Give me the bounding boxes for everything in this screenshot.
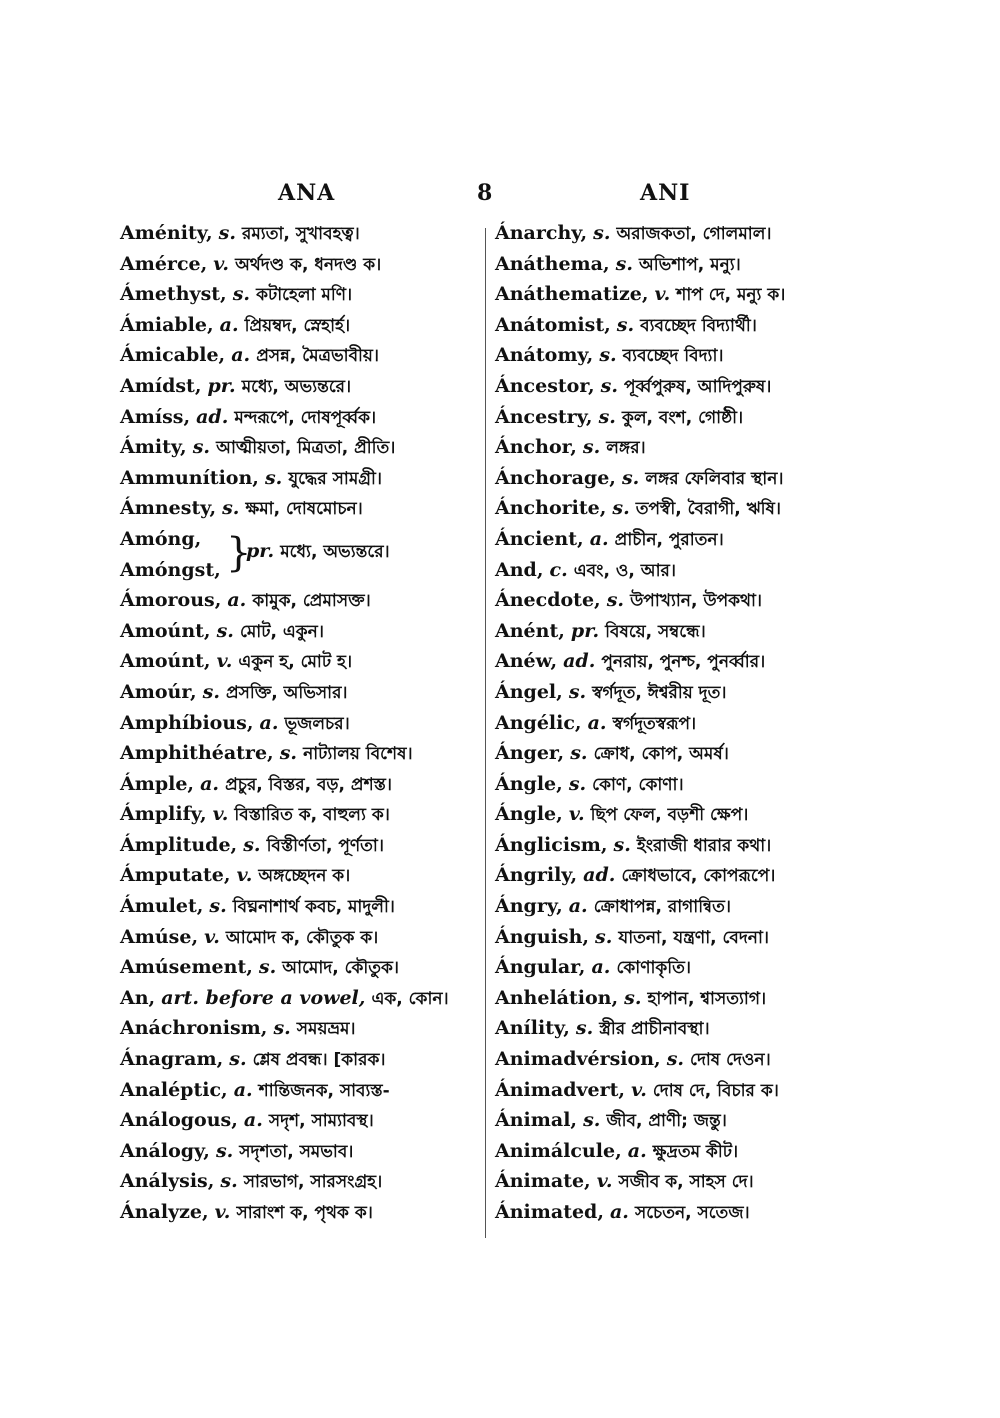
dictionary-entry <box>495 616 855 647</box>
part-of-speech: s. <box>570 742 588 765</box>
part-of-speech: s. <box>216 619 234 642</box>
headword: Ámplitude, <box>120 833 238 856</box>
dictionary-entry <box>120 1044 475 1075</box>
dictionary-entry <box>495 249 855 280</box>
bengali-gloss: সজীব ক, সাহস দে। <box>618 1172 754 1193</box>
headword: Anéw, <box>495 650 558 673</box>
headword: Ánimated, <box>495 1201 604 1223</box>
brace-definition <box>246 539 390 567</box>
part-of-speech: s. <box>220 1170 238 1193</box>
dictionary-entry <box>120 1105 475 1136</box>
headword: Ánchorite, <box>495 497 607 520</box>
dictionary-entry <box>495 1075 855 1106</box>
part-of-speech: art. before a vowel, <box>161 986 366 1009</box>
part-of-speech: s. <box>615 252 633 275</box>
bengali-gloss: আত্মীয়তা, মিত্রতা, প্রীতি। <box>216 438 396 459</box>
dictionary-entry <box>495 1197 855 1228</box>
part-of-speech: v. <box>204 925 220 948</box>
headword: Amoúnt, <box>120 650 211 673</box>
bengali-gloss: স্ত্রীর প্রাচীনাবস্থা। <box>599 1019 710 1040</box>
bengali-gloss: রম্যতা, সুখাবহত্ব। <box>242 224 360 244</box>
bengali-gloss: হাপান, শ্বাসত্যাগ। <box>647 988 767 1009</box>
headword: Ammunítion, <box>120 466 259 489</box>
dictionary-entry <box>495 677 855 708</box>
dictionary-entry <box>120 891 475 922</box>
bengali-gloss: প্রসক্তি, অভিসার। <box>225 682 348 703</box>
dictionary-entry <box>120 402 475 433</box>
dictionary-entry <box>120 860 475 891</box>
dictionary-entry <box>120 493 475 524</box>
headword: Amóngst, <box>120 558 221 581</box>
headword: Animadvérsion, <box>495 1048 661 1071</box>
part-of-speech: s. <box>229 1048 247 1071</box>
dictionary-entry <box>120 1136 475 1167</box>
part-of-speech: s. <box>599 344 617 367</box>
headword: Anént, <box>495 619 565 642</box>
headword: Ámorous, <box>120 589 222 612</box>
headword: Amoúnt, <box>120 619 211 642</box>
headword: Ámiable, <box>120 313 214 336</box>
part-of-speech: v. <box>214 1201 231 1223</box>
dictionary-entry <box>495 585 855 616</box>
headword: Anátomy, <box>495 344 594 367</box>
headword: And, <box>495 558 544 581</box>
part-of-speech: s. <box>593 222 611 244</box>
dictionary-entry <box>120 1166 475 1197</box>
dictionary-entry <box>120 677 475 708</box>
bengali-gloss: মধ্যে, অভ্যন্তরে। <box>241 376 352 397</box>
bengali-gloss: আমোদ ক, কৌতুক ক। <box>225 927 379 948</box>
dictionary-entry <box>120 830 475 861</box>
dictionary-entry <box>495 1136 855 1167</box>
headword: Amphíbious, <box>120 711 254 734</box>
bengali-gloss: বিষয়ে, সম্বন্ধে। <box>605 621 706 642</box>
dictionary-entry <box>495 1013 855 1044</box>
headword: Animálcule, <box>495 1139 622 1162</box>
headword: Ámputate, <box>120 864 231 887</box>
part-of-speech: s. <box>575 1017 594 1040</box>
bengali-gloss: তপস্বী, বৈরাগী, ঋষি। <box>635 499 781 520</box>
part-of-speech: s. <box>222 497 240 520</box>
bengali-gloss: সারাংশ ক, পৃথক ক। <box>236 1203 373 1223</box>
headword: Ámulet, <box>120 895 204 918</box>
left-guide-word: ANA <box>278 180 336 206</box>
part-of-speech: s. <box>583 1109 601 1132</box>
dictionary-entry <box>495 983 855 1014</box>
dictionary-entry <box>495 860 855 891</box>
part-of-speech: v. <box>212 803 229 826</box>
part-of-speech: a. <box>568 895 588 918</box>
dictionary-entry <box>495 402 855 433</box>
bengali-gloss: লঙ্গর ফেলিবার স্থান। <box>645 468 784 489</box>
bengali-gloss: সচেতন, সতেজ। <box>634 1203 750 1223</box>
bengali-gloss: শান্তিজনক, সাব্যস্ত- <box>258 1080 390 1101</box>
headword: Ámnesty, <box>120 497 217 520</box>
part-of-speech: ad. <box>583 864 616 887</box>
headword: Ánglicism, <box>495 833 608 856</box>
headword: Ánarchy, <box>495 222 588 244</box>
headword: Anáthematize, <box>495 283 649 306</box>
part-of-speech: s. <box>598 405 616 428</box>
headword: Ánger, <box>495 742 565 765</box>
headword: Anáthema, <box>495 252 610 275</box>
part-of-speech: s. <box>215 1139 234 1162</box>
part-of-speech: pr. <box>207 374 236 397</box>
part-of-speech: s. <box>606 589 625 612</box>
part-of-speech: s. <box>568 772 587 795</box>
dictionary-entry <box>120 1075 475 1106</box>
bengali-gloss: নাট্যালয় বিশেষ। <box>303 744 413 765</box>
headword: Anhelátion, <box>495 986 619 1009</box>
page-header <box>0 180 1000 220</box>
part-of-speech: ad. <box>563 650 596 673</box>
part-of-speech: s. <box>279 742 298 765</box>
bengali-gloss: মধ্যে, অভ্যন্তরে। <box>280 541 390 562</box>
bengali-gloss: মন্দরূপে, দোষপূর্ব্বক। <box>234 407 377 428</box>
part-of-speech: s. <box>258 956 277 979</box>
bengali-gloss: দোষ দেওন। <box>690 1050 771 1071</box>
brace-symbol: } <box>226 529 252 576</box>
headword: Analéptic, <box>120 1078 228 1101</box>
headword: Ánagram, <box>120 1048 224 1071</box>
dictionary-entry <box>495 922 855 953</box>
bengali-gloss: একুন হ, মোট হ। <box>238 652 353 673</box>
headword: Amúse, <box>120 925 199 948</box>
headword: Ámethyst, <box>120 283 227 306</box>
right-guide-word: ANI <box>640 180 691 206</box>
part-of-speech: a. <box>587 711 607 734</box>
dictionary-entry <box>120 983 475 1014</box>
dictionary-entry <box>495 1105 855 1136</box>
part-of-speech: a. <box>627 1139 647 1162</box>
headword: Ánimate, <box>495 1170 591 1193</box>
dictionary-entry <box>495 708 855 739</box>
part-of-speech: s. <box>209 895 227 918</box>
dictionary-entry <box>495 310 855 341</box>
bengali-gloss: ভূজলচর। <box>284 713 350 734</box>
dictionary-entry-brace <box>120 524 475 585</box>
part-of-speech: s. <box>582 436 601 459</box>
page-number: 8 <box>477 180 494 206</box>
part-of-speech: a. <box>231 344 251 367</box>
bengali-gloss: বিঘ্ননাশার্থ কবচ, মাদুলী। <box>232 897 395 918</box>
dictionary-entry <box>495 891 855 922</box>
headword: Ángle, <box>495 772 563 795</box>
dictionary-entry <box>120 952 475 983</box>
headword: Ánchor, <box>495 436 577 459</box>
part-of-speech: ad. <box>196 405 229 428</box>
headword: Amoúr, <box>120 680 197 703</box>
part-of-speech: a. <box>227 589 247 612</box>
bengali-gloss: স্বর্গদূত, ঈশ্বরীয় দূত। <box>592 682 727 703</box>
bengali-gloss: স্বর্গদূতস্বরূপ। <box>612 713 697 734</box>
part-of-speech: a. <box>200 772 220 795</box>
bengali-gloss: ব্যবচ্ছেদ বিদ্যার্থী। <box>640 315 757 336</box>
bengali-gloss: মোট, একুন। <box>239 621 324 642</box>
right-column <box>495 218 855 1228</box>
part-of-speech: a. <box>589 527 609 550</box>
headword: Ángrily, <box>495 864 578 887</box>
dictionary-entry <box>120 585 475 616</box>
part-of-speech: s. <box>218 222 236 244</box>
part-of-speech: s. <box>273 1017 291 1040</box>
bengali-gloss: সারভাগ, সারসংগ্রহ। <box>243 1172 383 1193</box>
dictionary-entry <box>495 555 855 586</box>
headword: Anáchronism, <box>120 1017 268 1040</box>
bengali-gloss: লঙ্গর। <box>606 438 646 459</box>
dictionary-entry <box>120 616 475 647</box>
bengali-gloss: শাপ দে, মন্যু ক। <box>676 285 786 306</box>
part-of-speech: s. <box>624 986 642 1009</box>
headword: Ámple, <box>120 772 195 795</box>
dictionary-entry <box>120 371 475 402</box>
part-of-speech: s. <box>666 1048 684 1071</box>
part-of-speech: s. <box>264 466 283 489</box>
bengali-gloss: ক্রোধ, কোপ, অমর্ষ। <box>593 744 729 765</box>
dictionary-entry <box>120 922 475 953</box>
dictionary-entry <box>495 738 855 769</box>
part-of-speech: pr. <box>570 619 600 642</box>
bengali-gloss: পূর্ব্বপুরুষ, আদিপুরুষ। <box>624 376 772 397</box>
part-of-speech: s. <box>595 925 613 948</box>
part-of-speech: v. <box>631 1078 647 1101</box>
headword: Ángle, <box>495 803 563 826</box>
headword: Ángry, <box>495 895 563 918</box>
bengali-gloss: ব্যবচ্ছেদ বিদ্যা। <box>622 346 724 367</box>
bengali-gloss: বিস্তারিত ক, বাহুল্য ক। <box>234 805 390 826</box>
headword: Amúsement, <box>120 956 253 979</box>
part-of-speech: pr. <box>246 539 275 562</box>
bengali-gloss: অঙ্গচ্ছেদন ক। <box>258 866 351 887</box>
bengali-gloss: ক্রোধাপন্ন, রাগান্বিত। <box>593 897 731 918</box>
headword: Anílity, <box>495 1017 570 1040</box>
headword: Amphithéatre, <box>120 742 274 765</box>
dictionary-entry <box>120 432 475 463</box>
dictionary-entry <box>495 769 855 800</box>
dictionary-entry <box>120 218 475 249</box>
bengali-gloss: দোষ দে, বিচার ক। <box>652 1080 779 1101</box>
dictionary-entry <box>120 279 475 310</box>
dictionary-entry <box>495 1166 855 1197</box>
dictionary-entry <box>495 952 855 983</box>
bengali-gloss: বিস্তীর্ণতা, পূর্ণতা। <box>266 835 384 856</box>
bengali-gloss: সদৃশ, সাম্যাবস্থ। <box>268 1111 374 1132</box>
headword: Áncient, <box>495 527 584 550</box>
dictionary-entry <box>120 646 475 677</box>
headword: Ánimadvert, <box>495 1078 626 1101</box>
headword: Análogous, <box>120 1109 238 1132</box>
headword: Anátomist, <box>495 313 611 336</box>
dictionary-entry <box>495 463 855 494</box>
part-of-speech: a. <box>259 711 279 734</box>
bengali-gloss: কটাহেলা মণি। <box>256 285 353 306</box>
part-of-speech: s. <box>613 833 631 856</box>
bengali-gloss: যাতনা, যন্ত্রণা, বেদনা। <box>618 927 769 948</box>
headword: Análogy, <box>120 1139 210 1162</box>
headword: Ángular, <box>495 956 586 979</box>
dictionary-entry <box>495 340 855 371</box>
left-column <box>120 218 475 1228</box>
headword: Angélic, <box>495 711 582 734</box>
dictionary-entry <box>495 524 855 555</box>
dictionary-entry <box>495 432 855 463</box>
part-of-speech: v. <box>216 650 233 673</box>
part-of-speech: a. <box>591 956 611 979</box>
column-divider <box>485 228 486 1238</box>
headword: Ánecdote, <box>495 589 601 612</box>
headword: Amóng, <box>120 527 202 550</box>
part-of-speech: v. <box>236 864 253 887</box>
part-of-speech: s. <box>568 680 587 703</box>
bengali-gloss: পুনরায়, পুনশ্চ, পুনর্ব্বার। <box>601 652 766 673</box>
headword: Amídst, <box>120 374 202 397</box>
headword: An, <box>120 986 156 1009</box>
bengali-gloss: সদৃশতা, সমভাব। <box>239 1141 354 1162</box>
headword: Análysis, <box>120 1170 215 1193</box>
headword: Áncestor, <box>495 374 595 397</box>
dictionary-entry <box>120 249 475 280</box>
bengali-gloss: কুল, বংশ, গোষ্ঠী। <box>621 407 744 428</box>
part-of-speech: v. <box>596 1170 613 1193</box>
bengali-gloss: এবং, ও, আর। <box>573 560 676 581</box>
dictionary-entry <box>495 646 855 677</box>
bengali-gloss: কোণাকৃতি। <box>616 958 691 979</box>
bengali-gloss: সময়ভ্রম। <box>296 1019 356 1040</box>
part-of-speech: a. <box>233 1078 253 1101</box>
part-of-speech: s. <box>600 374 618 397</box>
dictionary-entry <box>120 340 475 371</box>
headword: Ánimal, <box>495 1109 578 1132</box>
headword: Ámicable, <box>120 344 226 367</box>
bengali-gloss: যুদ্ধের সামগ্রী। <box>288 468 382 489</box>
part-of-speech: s. <box>616 313 635 336</box>
part-of-speech: a. <box>610 1201 629 1223</box>
dictionary-entry <box>120 1197 475 1228</box>
bengali-gloss: প্রসন্ন, মৈত্রভাবীয়। <box>256 346 380 367</box>
headword: Ánalyze, <box>120 1201 209 1223</box>
dictionary-entry <box>495 799 855 830</box>
dictionary-entry <box>120 1013 475 1044</box>
dictionary-entry <box>120 738 475 769</box>
dictionary-entry <box>495 1044 855 1075</box>
headword: Áncestry, <box>495 405 593 428</box>
headword: Ámity, <box>120 436 187 459</box>
bengali-gloss: কোণ, কোণা। <box>592 774 684 795</box>
bengali-gloss: অর্থদণ্ড ক, ধনদণ্ড ক। <box>235 254 382 275</box>
bengali-gloss: ছিপ ফেল, বড়শী ক্ষেপ। <box>590 805 749 826</box>
bengali-gloss: অরাজকতা, গোলমাল। <box>616 224 772 244</box>
headword: Ánchorage, <box>495 466 616 489</box>
bengali-gloss: ইংরাজী ধারার কথা। <box>636 835 772 856</box>
part-of-speech: v. <box>654 283 671 306</box>
bengali-gloss: ক্রোধভাবে, কোপরূপে। <box>621 866 776 887</box>
bengali-gloss: ক্ষুদ্রতম কীট। <box>652 1141 739 1162</box>
bengali-gloss: শ্লেষ প্রবন্ধ। [কারক। <box>252 1050 386 1071</box>
bengali-gloss: কামুক, প্রেমাসক্ত। <box>252 591 371 612</box>
dictionary-entry <box>495 493 855 524</box>
dictionary-entry <box>120 708 475 739</box>
bengali-gloss: অভিশাপ, মন্যু। <box>638 254 741 275</box>
bengali-gloss: প্রিয়ম্বদ, স্নেহার্হ। <box>244 315 351 336</box>
part-of-speech: s. <box>232 283 251 306</box>
dictionary-entry <box>495 371 855 402</box>
bengali-gloss: জীব, প্রাণী; জন্তু। <box>606 1111 727 1132</box>
dictionary-entry <box>495 218 855 249</box>
part-of-speech: v. <box>213 252 230 275</box>
part-of-speech: s. <box>612 497 630 520</box>
bengali-gloss: ক্ষমা, দোষমোচন। <box>245 499 363 520</box>
bengali-gloss: আমোদ, কৌতুক। <box>282 958 399 979</box>
part-of-speech: s. <box>192 436 211 459</box>
part-of-speech: v. <box>568 803 585 826</box>
headword: Amíss, <box>120 405 191 428</box>
part-of-speech: c. <box>549 558 568 581</box>
headword: Amérce, <box>120 252 208 275</box>
headword: Aménity, <box>120 222 213 244</box>
dictionary-entry <box>120 463 475 494</box>
headword: Ánguish, <box>495 925 589 948</box>
bengali-gloss: এক, কোন। <box>371 988 449 1009</box>
part-of-speech: s. <box>621 466 640 489</box>
dictionary-entry <box>495 830 855 861</box>
bengali-gloss: প্রাচীন, পুরাতন। <box>614 529 724 550</box>
part-of-speech: s. <box>243 833 261 856</box>
headword: Ángel, <box>495 680 563 703</box>
dictionary-entry <box>120 799 475 830</box>
bengali-gloss: উপাখ্যান, উপকথা। <box>630 591 763 612</box>
dictionary-entry <box>120 310 475 341</box>
headword: Ámplify, <box>120 803 207 826</box>
part-of-speech: a. <box>219 313 239 336</box>
dictionary-entry <box>495 279 855 310</box>
dictionary-entry <box>120 769 475 800</box>
part-of-speech: s. <box>202 680 220 703</box>
bengali-gloss: প্রচুর, বিস্তর, বড়, প্রশস্ত। <box>225 774 392 795</box>
part-of-speech: a. <box>243 1109 263 1132</box>
